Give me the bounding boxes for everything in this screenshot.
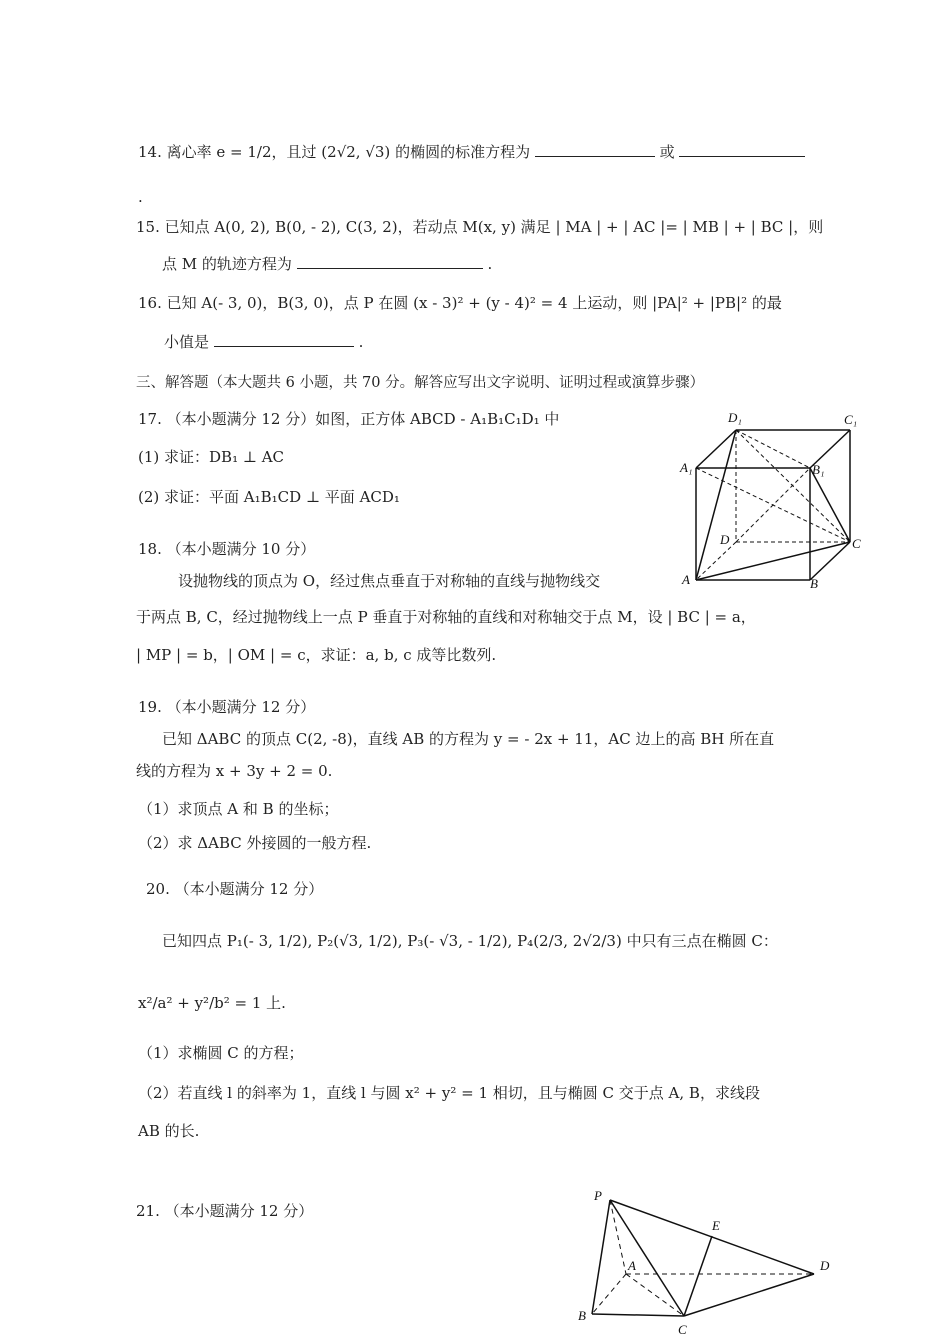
q16-end: .: [358, 333, 364, 351]
q14-line: [138, 140, 805, 163]
label-C: C: [852, 536, 861, 551]
label-C-pyr: C: [678, 1322, 687, 1337]
pyramid-figure: [570, 1180, 850, 1344]
q16-line2: [164, 330, 363, 353]
q19-line1: 19. （本小题满分 12 分）: [138, 698, 316, 716]
q20-part2: （2）若直线 l 的斜率为 1，直线 l 与圆 x² + y² = 1 相切，且与椭圆 C 交于点 A, B，求线段: [138, 1084, 760, 1102]
q20-line2: 已知四点 P₁(- 3, 1/2), P₂(√3, 1/2), P₃(- √3, - 1/2), P₄(2/3, 2√2/3) 中只有三点在椭圆 C：: [162, 932, 778, 950]
cube-figure: [670, 402, 870, 596]
label-A: A: [682, 572, 690, 587]
label-B1: B₁: [812, 462, 825, 477]
q20-part1: （1）求椭圆 C 的方程；: [138, 1044, 304, 1062]
q18-line3: 于两点 B, C，经过抛物线上一点 P 垂直于对称轴的直线和对称轴交于点 M，设 | BC | = a，: [136, 608, 756, 626]
q15-end: .: [487, 255, 493, 273]
q14-blank-2: [679, 140, 805, 157]
q16-line2-text: 小值是: [164, 333, 210, 351]
q18-line4: | MP | = b，| OM | = c，求证：a, b, c 成等比数列.: [136, 646, 497, 664]
q14-text3: 的椭圆的标准方程为: [395, 143, 531, 161]
q14-blank-1: [535, 140, 655, 157]
label-C1: C₁: [844, 412, 858, 427]
q15-line2-text: 点 M 的轨迹方程为: [162, 255, 292, 273]
q19-part2: （2）求 ΔABC 外接圆的一般方程.: [138, 834, 372, 852]
label-E: E: [712, 1218, 720, 1233]
section-3-heading: 三、解答题（本大题共 6 小题，共 70 分。解答应写出文字说明、证明过程或演算步骤）: [136, 375, 705, 391]
q17-part2: (2) 求证：平面 A₁B₁CD ⊥ 平面 ACD₁: [138, 488, 400, 506]
q19-part1: （1）求顶点 A 和 B 的坐标；: [138, 800, 339, 818]
q14-or: 或: [659, 143, 675, 161]
pyramid-solid-edges: [592, 1200, 814, 1316]
q16-blank: [214, 330, 354, 347]
q17-line1: 17. （本小题满分 12 分）如图，正方体 ABCD - A₁B₁C₁D₁ 中: [138, 410, 560, 428]
label-A-pyr: A: [628, 1258, 636, 1273]
pyramid-dashed-edges: [592, 1200, 814, 1316]
label-D-pyr: D: [820, 1258, 830, 1273]
label-B-pyr: B: [578, 1308, 586, 1323]
q19-line2: 已知 ΔABC 的顶点 C(2, -8)，直线 AB 的方程为 y = - 2x + 11，AC 边上的高 BH 所在直: [162, 730, 775, 748]
label-D1: D₁: [728, 410, 742, 425]
q18-line2: 设抛物线的顶点为 O，经过焦点垂直于对称轴的直线与抛物线交: [178, 572, 601, 590]
label-D: D: [720, 532, 730, 547]
q20-line1: 20. （本小题满分 12 分）: [146, 880, 324, 898]
q17-part1: (1) 求证：DB₁ ⊥ AC: [138, 448, 285, 466]
q16-line1: 16. 已知 A(- 3, 0)，B(3, 0)，点 P 在圆 (x - 3)² + (y - 4)² = 4 上运动，则 |PA|² + |PB|² 的最: [138, 294, 782, 312]
q14-point: (2√2, √3): [321, 143, 391, 161]
q19-line3: 线的方程为 x + 3y + 2 = 0.: [136, 762, 333, 780]
q15-line1: 15. 已知点 A(0, 2), B(0, - 2), C(3, 2)，若动点 M(x, y) 满足 | MA | + | AC |= | MB | + | BC |，则: [136, 218, 824, 236]
q15-blank: [297, 252, 483, 269]
q14-text1: 14. 离心率 e = 1/2，且过: [138, 143, 317, 161]
q20-part2b: AB 的长.: [138, 1122, 200, 1140]
q18-line1: 18. （本小题满分 10 分）: [138, 540, 316, 558]
label-B: B: [810, 576, 818, 591]
label-A1: A₁: [680, 460, 693, 475]
q15-line2: [162, 252, 492, 275]
q21-line1: 21. （本小题满分 12 分）: [136, 1202, 314, 1220]
label-P: P: [594, 1188, 602, 1203]
q14-dot: .: [138, 188, 143, 206]
q20-line3: x²/a² + y²/b² = 1 上.: [138, 994, 286, 1012]
